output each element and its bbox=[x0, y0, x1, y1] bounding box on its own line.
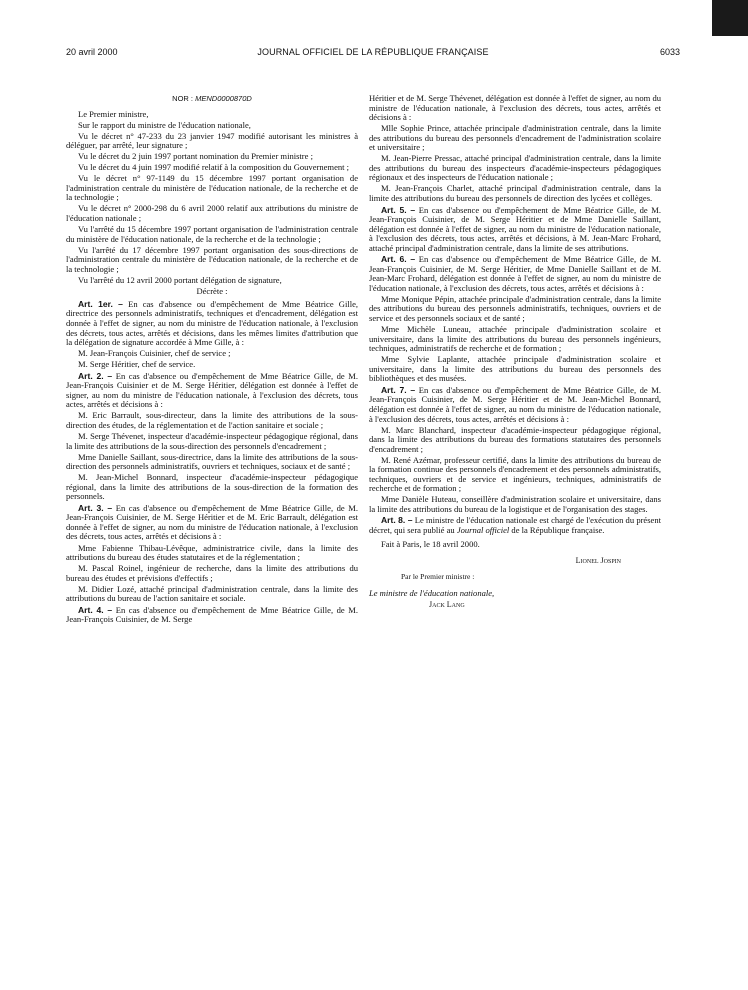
paragraph: Vu l'arrêté du 12 avril 2000 portant délégation de signature, bbox=[78, 274, 282, 285]
paragraph: M. Serge Thévenet, inspecteur d'académie-inspecteur pédagogique régional, dans la limite des attributions de la sous-direction des personnels d'encadrement ; bbox=[66, 431, 358, 451]
article-number: Art. 1er. – bbox=[78, 298, 123, 309]
article-text-end: de la République française. bbox=[511, 525, 605, 536]
paragraph: M. Jean-François Cuisinier, chef de service ; bbox=[78, 348, 231, 359]
paragraph: M. Jean-François Charlet, attaché principal d'administration centrale, dans la limite des attributions du bureau des personnels de direction des lycées et collèges. bbox=[369, 183, 661, 203]
paragraph: M. Eric Barrault, sous-directeur, dans la limite des attributions de la sous-direction des études, de la réglementation et de l'action sanitaire et sociale ; bbox=[66, 410, 358, 430]
header-journal-title: JOURNAL OFFICIEL DE LA RÉPUBLIQUE FRANÇAISE bbox=[257, 47, 489, 57]
article-number: Art. 5. – bbox=[381, 204, 416, 215]
paragraph: Mme Fabienne Thibau-Lévêque, administratrice civile, dans la limite des attributions du bureau des études statutaires et de la réglementation ; bbox=[66, 542, 358, 563]
article-number: Art. 8. – bbox=[381, 515, 413, 526]
paragraph: M. Serge Héritier, chef de service. bbox=[78, 359, 196, 370]
article-paragraph bbox=[369, 255, 661, 293]
nor-reference bbox=[66, 94, 358, 104]
page-header bbox=[66, 47, 680, 61]
decrete-heading: Décrète : bbox=[196, 286, 228, 297]
minister-name: Jack Lang bbox=[429, 600, 465, 610]
article-text: En cas d'absence ou d'empêchement de Mme Béatrice Gille, de M. Jean-François Cuisinier, de M. Serge Héritier et de M. Eric Barrault, délégation est donnée à l'effet de signer, au nom du ministre de l'éducation nationale, à l'exclusion des décrets, tous actes, arrêtés et décisions à : bbox=[66, 502, 358, 542]
article-paragraph bbox=[66, 606, 358, 625]
paragraph: Héritier et de M. Serge Thévenet, délégation est donnée à l'effet de signer, au nom du ministre de l'éducation nationale, à l'exclusion des décrets, tous actes, arrêtés et décisions à : bbox=[369, 93, 661, 123]
article-text: En cas d'absence ou d'empêchement de Mme Béatrice Gille, de M. Jean-François Cuisinier, de M. Serge Héritier, de Mme Danielle Saillant et de M. Jean-Marc Frohard, délégation est donnée à l'effet de signer, au nom du ministre de l'éducation nationale, à l'exclusion des décrets, tous actes, arrêtés et décisions à : bbox=[369, 254, 661, 293]
article-paragraph bbox=[369, 516, 661, 535]
paragraph: Le Premier ministre, bbox=[78, 108, 149, 119]
paragraph: Mme Michèle Luneau, attachée principale d'administration scolaire et universitaire, dans la limite des attributions du bureau des personnels ingénieurs, techniques, administratifs de recherche et de formation ; bbox=[369, 324, 661, 354]
par-le-premier-ministre: Par le Premier ministre : bbox=[401, 571, 475, 581]
closing-block bbox=[369, 540, 661, 610]
paragraph: Mme Danielle Saillant, sous-directrice, dans la limite des attributions de la sous-direction des personnels administratifs, ouvriers et techniques, sociaux et de santé ; bbox=[66, 451, 358, 472]
article-number: Art. 2. – bbox=[78, 370, 113, 381]
article-number: Art. 4. – bbox=[78, 604, 113, 615]
article-paragraph bbox=[66, 504, 358, 542]
article-number: Art. 7. – bbox=[381, 384, 416, 395]
paragraph: Sur le rapport du ministre de l'éducation nationale, bbox=[78, 119, 251, 130]
header-page-number: 6033 bbox=[659, 47, 680, 57]
paragraph: Vu le décret du 2 juin 1997 portant nomination du Premier ministre ; bbox=[78, 151, 313, 162]
article-paragraph bbox=[369, 206, 661, 254]
left-column bbox=[66, 94, 358, 626]
paragraph: Mme Sylvie Laplante, attachée principale d'administration scolaire et universitaire, dans la limite des attributions du bureau des personnels des bibliothèques et des musées. bbox=[369, 354, 661, 384]
nor-code: MEND0000870D bbox=[195, 94, 252, 103]
paragraph: Vu l'arrêté du 15 décembre 1997 portant organisation de l'administration centrale du ministère de l'éducation nationale, de la recherche et de la technologie ; bbox=[66, 224, 358, 244]
paragraph: M. Marc Blanchard, inspecteur d'académie-inspecteur pédagogique régional, dans la limite des attributions du bureau des formations statutaires des personnels d'encadrement ; bbox=[369, 424, 661, 454]
paragraph: Vu l'arrêté du 17 décembre 1997 portant organisation des sous-directions de l'administration centrale du ministère de l'éducation nationale, de la recherche et de la technologie ; bbox=[66, 244, 358, 274]
signatory-name: Lionel Jospin bbox=[575, 556, 621, 566]
paragraph: Mme Danièle Huteau, conseillère d'administration scolaire et universitaire, dans la limite des attributions du bureau de la logistique et de l'organisation des stages. bbox=[369, 494, 661, 514]
article-number: Art. 6. – bbox=[381, 254, 416, 265]
paragraph: Mme Monique Pépin, attachée principale d'administration centrale, dans la limite des attributions du bureau des personnels administratifs, techniques, ouvriers et de service et des personnels sociaux et de santé ; bbox=[369, 293, 661, 324]
article-paragraph bbox=[369, 386, 661, 424]
article-paragraph bbox=[66, 300, 358, 348]
nor-label: NOR : bbox=[172, 94, 194, 103]
paragraph: M. Jean-Pierre Pressac, attaché principal d'administration centrale, dans la limite des attributions du bureau des inspecteurs d'académie-inspecteurs pédagogiques régionaux et des inspecteurs de l'éducation nationale ; bbox=[369, 153, 661, 183]
scan-corner-mark bbox=[712, 0, 748, 36]
article-text: En cas d'absence ou d'empêchement de Mme Béatrice Gille, de M. Jean-François Cuisinier, de M. Serge bbox=[66, 604, 358, 625]
paragraph: Vu le décret du 4 juin 1997 modifié relatif à la composition du Gouvernement ; bbox=[78, 162, 350, 173]
article-text: En cas d'absence ou d'empêchement de Mme Béatrice Gille, de M. Jean-François Cuisinier et de M. Serge Héritier, délégation est donnée à l'effet de signer, au nom du ministre de l'éducation nationale, à l'exclusion des décrets, tous actes, arrêtés et décisions à : bbox=[66, 370, 358, 410]
paragraph: M. René Azémar, professeur certifié, dans la limite des attributions du bureau de la formation continue des personnels d'encadrement et des personnels administratifs, techniques, ouvriers et de service et ingénieurs, techniques, administratifs de recherche et de formation ; bbox=[369, 454, 661, 494]
paragraph: Vu le décret n° 2000-298 du 6 avril 2000 relatif aux attributions du ministre de l'éducation nationale ; bbox=[66, 203, 358, 224]
paragraph: M. Pascal Roinel, ingénieur de recherche, dans la limite des attributions du bureau des études et prévisions d'effectifs ; bbox=[66, 563, 358, 583]
journal-officiel-italic: Journal officiel bbox=[456, 525, 510, 536]
paragraph: Mlle Sophie Prince, attachée principale d'administration centrale, dans la limite des attributions du bureau des personnels d'encadrement de l'administration scolaire et universitaire ; bbox=[369, 123, 661, 153]
article-number: Art. 3. – bbox=[78, 502, 113, 513]
article-text: En cas d'absence ou d'empêchement de Mme Béatrice Gille, de M. Jean-François Cuisinier, de M. Serge Héritier et de Mme Danielle Saillant, délégation est donnée à l'effet de signer, au nom du ministre de l'éducation nationale, à l'exclusion des décrets, tous actes, arrêtés et décisions, à M. Jean-Marc Frohard, attaché principal d'administration centrale, dans la limite de ses attributions. bbox=[369, 204, 661, 253]
minister-role: Le ministre de l'éducation nationale, bbox=[369, 588, 495, 599]
paragraph: Vu le décret n° 97-1149 du 15 décembre 1997 portant organisation de l'administration centrale du ministère de l'éducation nationale, de la recherche et de la technologie ; bbox=[66, 173, 358, 203]
article-text: En cas d'absence ou d'empêchement de Mme Béatrice Gille, directrice des personnels administratifs, techniques et d'encadrement, délégation est donnée à l'effet de signer, au nom du ministre de l'éducation nationale, à l'exclusion des décrets, tous actes, arrêtés et décisions, dans les mêmes limites d'attribution que la délégation de signature accordée à Mme Gille, à : bbox=[66, 298, 358, 348]
header-date: 20 avril 2000 bbox=[66, 47, 118, 57]
article-text: Le ministre de l'éducation nationale est chargé de l'exécution du présent décret, qui sera publié au bbox=[369, 515, 661, 536]
paragraph: M. Didier Lozé, attaché principal d'administration centrale, dans la limite des attributions du bureau de l'action sanitaire et sociale. bbox=[66, 583, 358, 604]
paragraph: M. Jean-Michel Bonnard, inspecteur d'académie-inspecteur pédagogique régional, dans la limite des attributions de la sous-direction de la formation des personnels. bbox=[66, 472, 358, 502]
fait-a-paris: Fait à Paris, le 18 avril 2000. bbox=[381, 538, 480, 549]
right-column bbox=[369, 94, 661, 611]
paragraph: Vu le décret n° 47-233 du 23 janvier 1947 modifié autorisant les ministres à déléguer, par arrêté, leur signature ; bbox=[66, 130, 358, 151]
article-text: En cas d'absence ou d'empêchement de Mme Béatrice Gille, de M. Jean-François Cuisinier, de M. Serge Héritier et de M. Jean-Michel Bonnard, délégation est donnée à l'effet de signer, au nom du ministre de l'éducation nationale, à l'exclusion des décrets, tous actes, arrêtés et décisions à : bbox=[369, 384, 661, 424]
article-paragraph bbox=[66, 372, 358, 410]
